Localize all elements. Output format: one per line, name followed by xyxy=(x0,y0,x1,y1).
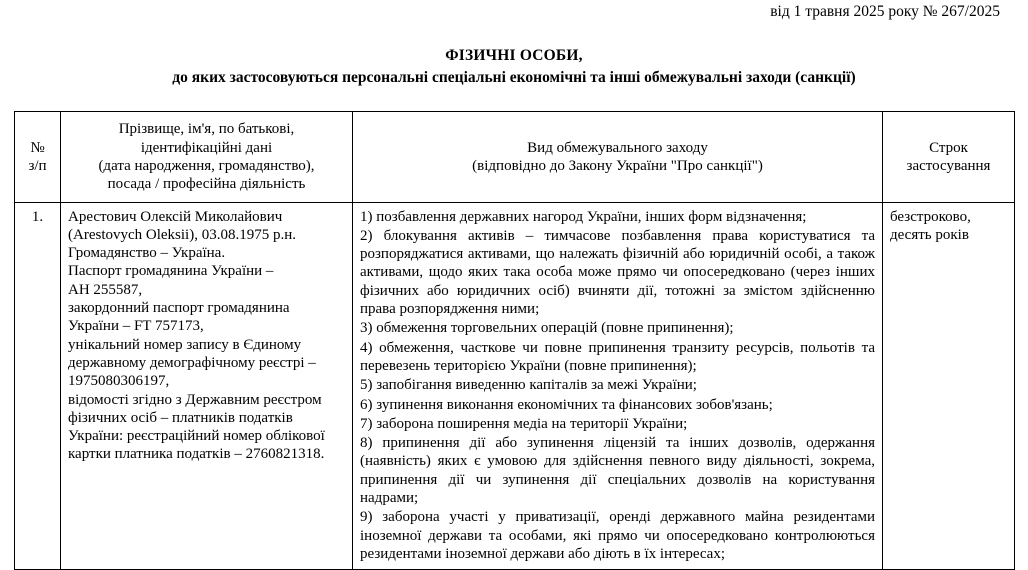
row-person-details xyxy=(61,202,353,570)
measure-item: 4) обмеження, часткове чи повне припинення транзиту ресурсів, польотів та перевезень територією України (повне припинення); xyxy=(360,339,875,374)
table-row xyxy=(15,202,1015,570)
column-header-person-line4: посада / професійна діяльність xyxy=(107,176,306,193)
column-header-person-line3: (дата народження, громадянство), xyxy=(98,157,315,174)
measure-item: 7) заборона поширення медіа на території України; xyxy=(360,415,688,432)
column-header-term-line1: Строк xyxy=(929,139,968,156)
column-header-person xyxy=(61,112,353,202)
document-reference: від 1 травня 2025 року № 267/2025 xyxy=(770,3,1000,20)
column-header-number-line2: з/п xyxy=(28,157,47,174)
document-subtitle: до яких застосовуються персональні спеціальні економічні та інші обмежувальні заходи (санкції) xyxy=(172,69,856,87)
column-header-term xyxy=(883,112,1015,202)
column-header-measure xyxy=(353,112,883,202)
column-header-person-line2: ідентифікаційні дані xyxy=(140,139,273,156)
person-line: АН 255587, xyxy=(68,281,143,298)
person-line: України – FT 757173, xyxy=(68,318,204,335)
column-header-measure-line2: (відповідно до Закону України "Про санкції") xyxy=(472,157,763,174)
measure-item: 6) зупинення виконання економічних та фінансових зобов'язань; xyxy=(360,396,773,413)
sanctions-table xyxy=(14,111,1015,570)
measure-item: 1) позбавлення державних нагород України, інших форм відзначення; xyxy=(360,208,807,225)
column-header-term-line2: застосування xyxy=(906,157,991,174)
table-header-row xyxy=(15,112,1015,202)
row-measures xyxy=(353,202,883,570)
person-line: України: реєстраційний номер облікової xyxy=(68,428,325,445)
document-title-block xyxy=(14,47,1014,87)
person-line: унікальний номер запису в Єдиному xyxy=(68,336,302,353)
person-line: державному демографічному реєстрі – xyxy=(68,354,316,371)
table-body xyxy=(15,202,1015,570)
measure-item: 2) блокування активів – тимчасове позбавлення права користуватися та розпоряджатися активами, що належать фізичній або юридичній особі, а також активами, щодо яких така особа може прямо чи опосередковано (через інших фізичних або юридичних осіб) вчиняти дії, тотожні за змістом здійсненню права розпорядження ними; xyxy=(360,227,875,318)
measure-item: 9) заборона участі у приватизації, оренді державного майна резидентами іноземної держави та особами, які прямо чи опосередковано контролюються резидентами іноземної держави або діють в їх інтересах; xyxy=(360,509,875,562)
person-line: Громадянство – Україна. xyxy=(68,245,226,262)
column-header-person-line1: Прізвище, ім'я, по батькові, xyxy=(118,121,295,138)
measure-item: 3) обмеження торговельних операцій (повне припинення); xyxy=(360,320,734,337)
measure-item: 5) запобігання виведенню капіталів за межі України; xyxy=(360,377,697,394)
term-line: десять років xyxy=(890,226,969,243)
column-header-number xyxy=(15,112,61,202)
term-line: безстроково, xyxy=(890,208,971,225)
person-line: 1975080306197, xyxy=(68,373,170,390)
measure-item: 8) припинення дії або зупинення ліцензій та інших дозволів, одержання (наявність) яких є умовою для здійснення певного виду діяльності, зокрема, припинення дії чи зупинення дії спеціальних дозволів на користування надрами; xyxy=(360,435,875,507)
row-term xyxy=(883,202,1015,570)
column-header-measure-line1: Вид обмежувального заходу xyxy=(527,139,708,156)
person-line: закордонний паспорт громадянина xyxy=(68,300,290,317)
person-line: картки платника податків – 2760821318. xyxy=(68,446,325,463)
person-line: Арестович Олексій Миколайович xyxy=(68,208,283,225)
person-line: Паспорт громадянина України – xyxy=(68,263,274,280)
person-line: фізичних осіб – платників податків xyxy=(68,409,293,426)
row-number: 1. xyxy=(15,202,61,570)
person-line: (Arestovych Oleksii), 03.08.1975 р.н. xyxy=(68,226,296,243)
person-line: відомості згідно з Державним реєстром xyxy=(68,391,322,408)
column-header-number-line1: № xyxy=(30,139,45,156)
table-header xyxy=(15,112,1015,202)
document-title: ФІЗИЧНІ ОСОБИ, xyxy=(445,47,583,65)
